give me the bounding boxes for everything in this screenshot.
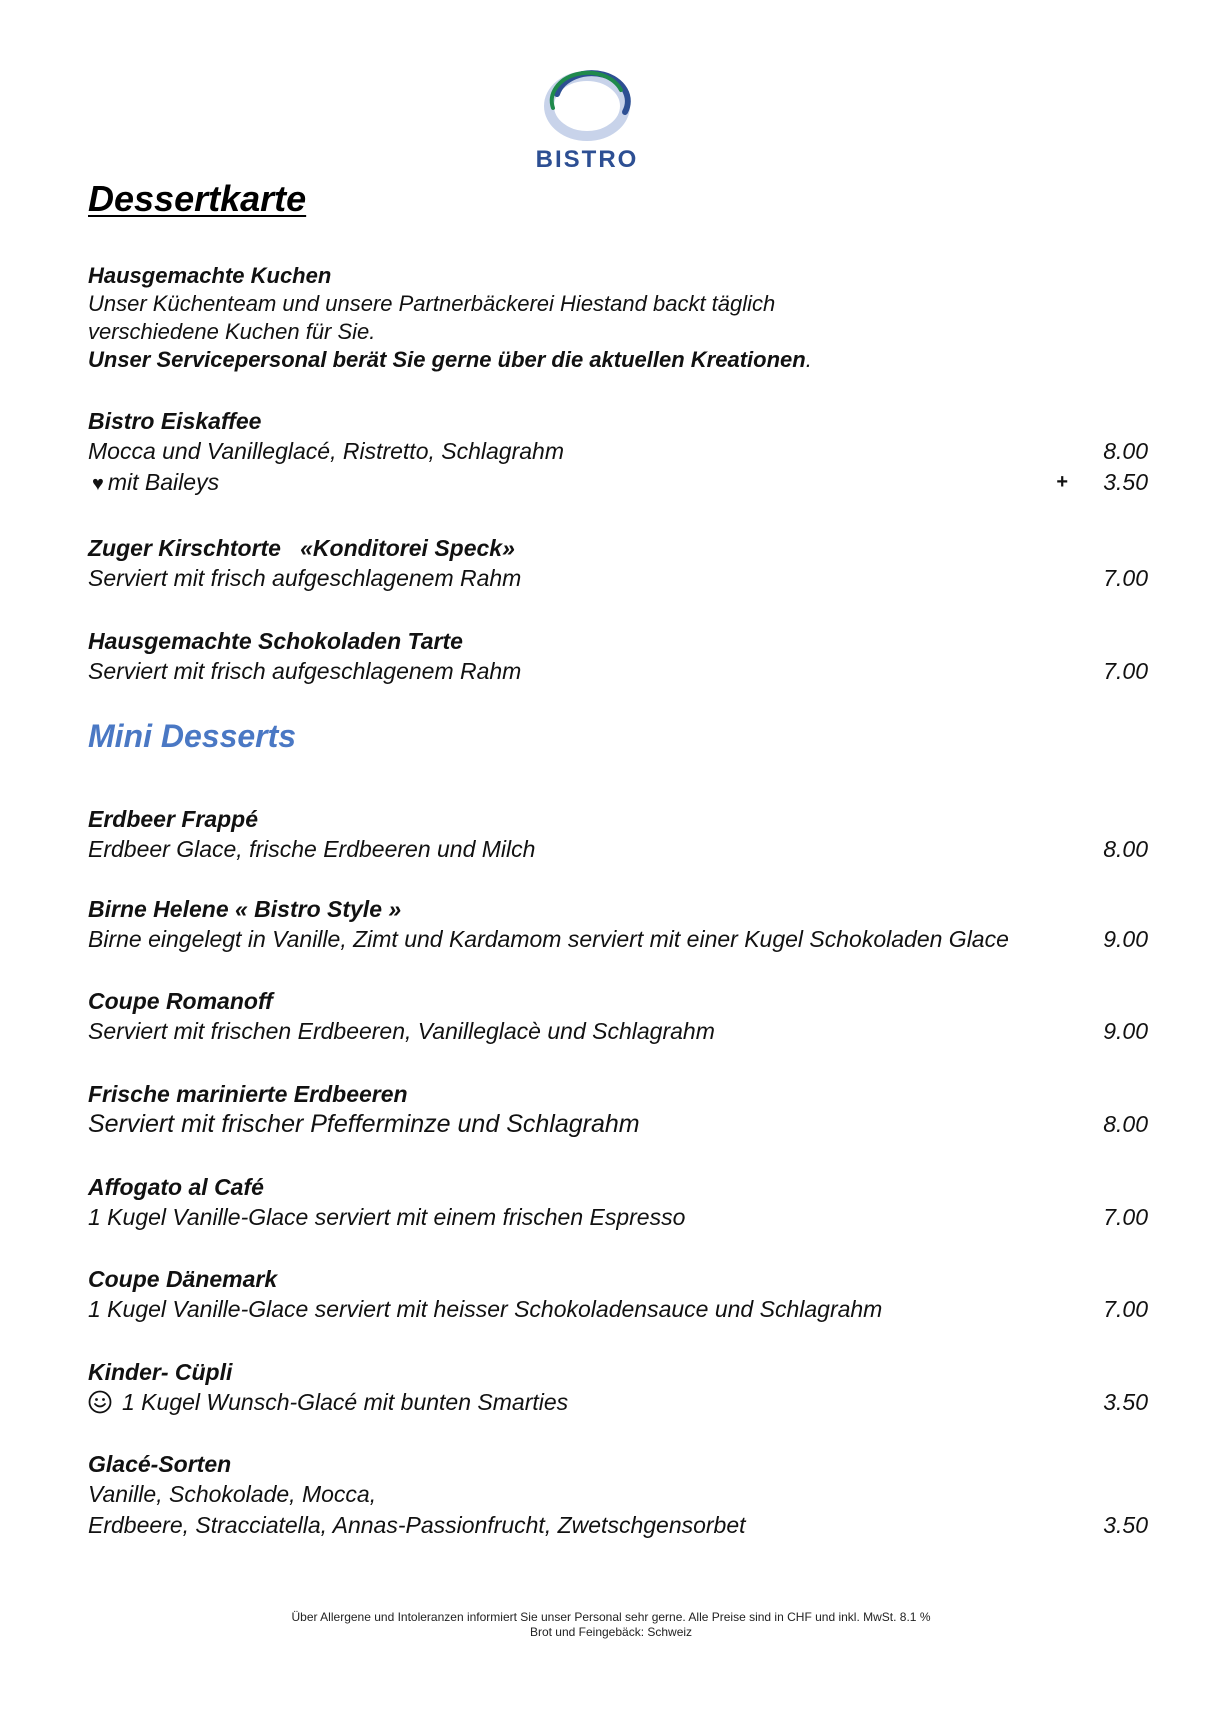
item-name: Affogato al Café <box>88 1174 264 1200</box>
item-description: Serviert mit frisch aufgeschlagenem Rahm <box>88 565 522 591</box>
item-description: Serviert mit frischer Pfefferminze und Schlagrahm <box>88 1110 640 1138</box>
item-line <box>88 1202 1148 1233</box>
item-line <box>88 924 1148 955</box>
item-name: Bistro Eiskaffee <box>88 408 262 434</box>
menu-item <box>88 406 1148 498</box>
menu-item <box>88 533 1148 594</box>
item-description: 1 Kugel Wunsch-Glacé mit bunten Smarties <box>122 1389 569 1415</box>
item-line <box>88 1387 1148 1418</box>
item-price: 7.00 <box>1103 1204 1148 1230</box>
footer-line-2: Brot und Feingebäck: Schweiz <box>529 1625 693 1639</box>
item-line <box>88 436 1148 467</box>
item-description: Mocca und Vanilleglacé, Ristretto, Schlagrahm <box>88 438 564 464</box>
item-line <box>88 1016 1148 1047</box>
item-price: 3.50 <box>1103 1389 1148 1415</box>
menu-item <box>88 1079 1148 1140</box>
menu-item <box>88 1449 1148 1541</box>
item-price: 7.00 <box>1103 1296 1148 1322</box>
item-price: 8.00 <box>1103 1111 1148 1137</box>
swirl-logo-icon <box>527 64 647 154</box>
menu-item <box>88 1357 1148 1418</box>
item-line <box>88 834 1148 865</box>
item-name: Coupe Romanoff <box>88 988 273 1014</box>
heart-icon: ♥ <box>92 473 104 495</box>
menu-item <box>88 804 1148 865</box>
item-line <box>88 1294 1148 1325</box>
menu-item <box>88 1172 1148 1233</box>
intro-line-3-end: . <box>805 347 812 372</box>
item-name: Erdbeer Frappé <box>88 806 258 832</box>
page-title: Dessertkarte <box>88 178 307 219</box>
item-description: Erdbeer Glace, frische Erdbeeren und Milch <box>88 836 536 862</box>
item-name: Hausgemachte Schokoladen Tarte <box>88 628 463 654</box>
item-description: 1 Kugel Vanille-Glace serviert mit heisser Schokoladensauce und Schlagrahm <box>88 1296 883 1322</box>
intro-line-3-text: Unser Servicepersonal berät Sie gerne über die aktuellen Kreationen <box>88 347 806 372</box>
item-name: Coupe Dänemark <box>88 1266 278 1292</box>
item-description-line-1: Vanille, Schokolade, Mocca, <box>88 1481 377 1507</box>
menu-item <box>88 1264 1148 1325</box>
bistro-logo <box>527 64 647 176</box>
intro-block <box>88 262 988 374</box>
addon-line <box>88 467 1148 498</box>
item-line <box>88 563 1148 594</box>
item-line <box>88 656 1148 687</box>
item-line <box>88 1479 1148 1510</box>
item-price: 9.00 <box>1103 926 1148 952</box>
addon-sign: + <box>1056 471 1068 493</box>
item-name: Glacé-Sorten <box>88 1451 232 1477</box>
addon-label: mit Baileys <box>107 469 220 495</box>
intro-line-2: verschiedene Kuchen für Sie. <box>88 319 376 344</box>
menu-item <box>88 986 1148 1047</box>
logo-text: BISTRO <box>535 146 639 173</box>
item-description: Erdbeere, Stracciatella, Annas-Passionfrucht, Zwetschgensorbet <box>88 1512 746 1538</box>
item-description: Serviert mit frisch aufgeschlagenem Rahm <box>88 658 522 684</box>
footer <box>0 1610 1222 1640</box>
smiley-icon <box>88 1390 112 1414</box>
intro-heading: Hausgemachte Kuchen <box>88 263 332 288</box>
item-price: 8.00 <box>1103 438 1148 464</box>
item-line <box>88 1510 1148 1541</box>
intro-line-3 <box>88 346 988 374</box>
item-name: Frische marinierte Erdbeeren <box>88 1081 408 1107</box>
item-name: Kinder- Cüpli <box>88 1359 233 1385</box>
item-price: 9.00 <box>1103 1018 1148 1044</box>
item-price: 7.00 <box>1103 565 1148 591</box>
item-price: 7.00 <box>1103 658 1148 684</box>
item-name: Birne Helene « Bistro Style » <box>88 896 402 922</box>
section-title: Mini Desserts <box>88 718 297 754</box>
menu-item <box>88 894 1148 955</box>
item-price: 3.50 <box>1103 1512 1148 1538</box>
menu-item <box>88 626 1148 687</box>
item-description: Birne eingelegt in Vanille, Zimt und Kardamom serviert mit einer Kugel Schokoladen Glace <box>88 926 1009 952</box>
item-description: 1 Kugel Vanille-Glace serviert mit einem frischen Espresso <box>88 1204 686 1230</box>
item-line <box>88 1109 1148 1140</box>
footer-line-1: Über Allergene und Intoleranzen informiert Sie unser Personal sehr gerne. Alle Preise sind in CHF und inkl. MwSt. 8.1 % <box>291 1610 931 1624</box>
addon-price: 3.50 <box>1103 469 1148 495</box>
item-description: Serviert mit frischen Erdbeeren, Vanilleglacè und Schlagrahm <box>88 1018 715 1044</box>
item-price: 8.00 <box>1103 836 1148 862</box>
item-name: Zuger Kirschtorte «Konditorei Speck» <box>88 535 515 561</box>
intro-line-1: Unser Küchenteam und unsere Partnerbäckerei Hiestand backt täglich <box>88 291 776 316</box>
